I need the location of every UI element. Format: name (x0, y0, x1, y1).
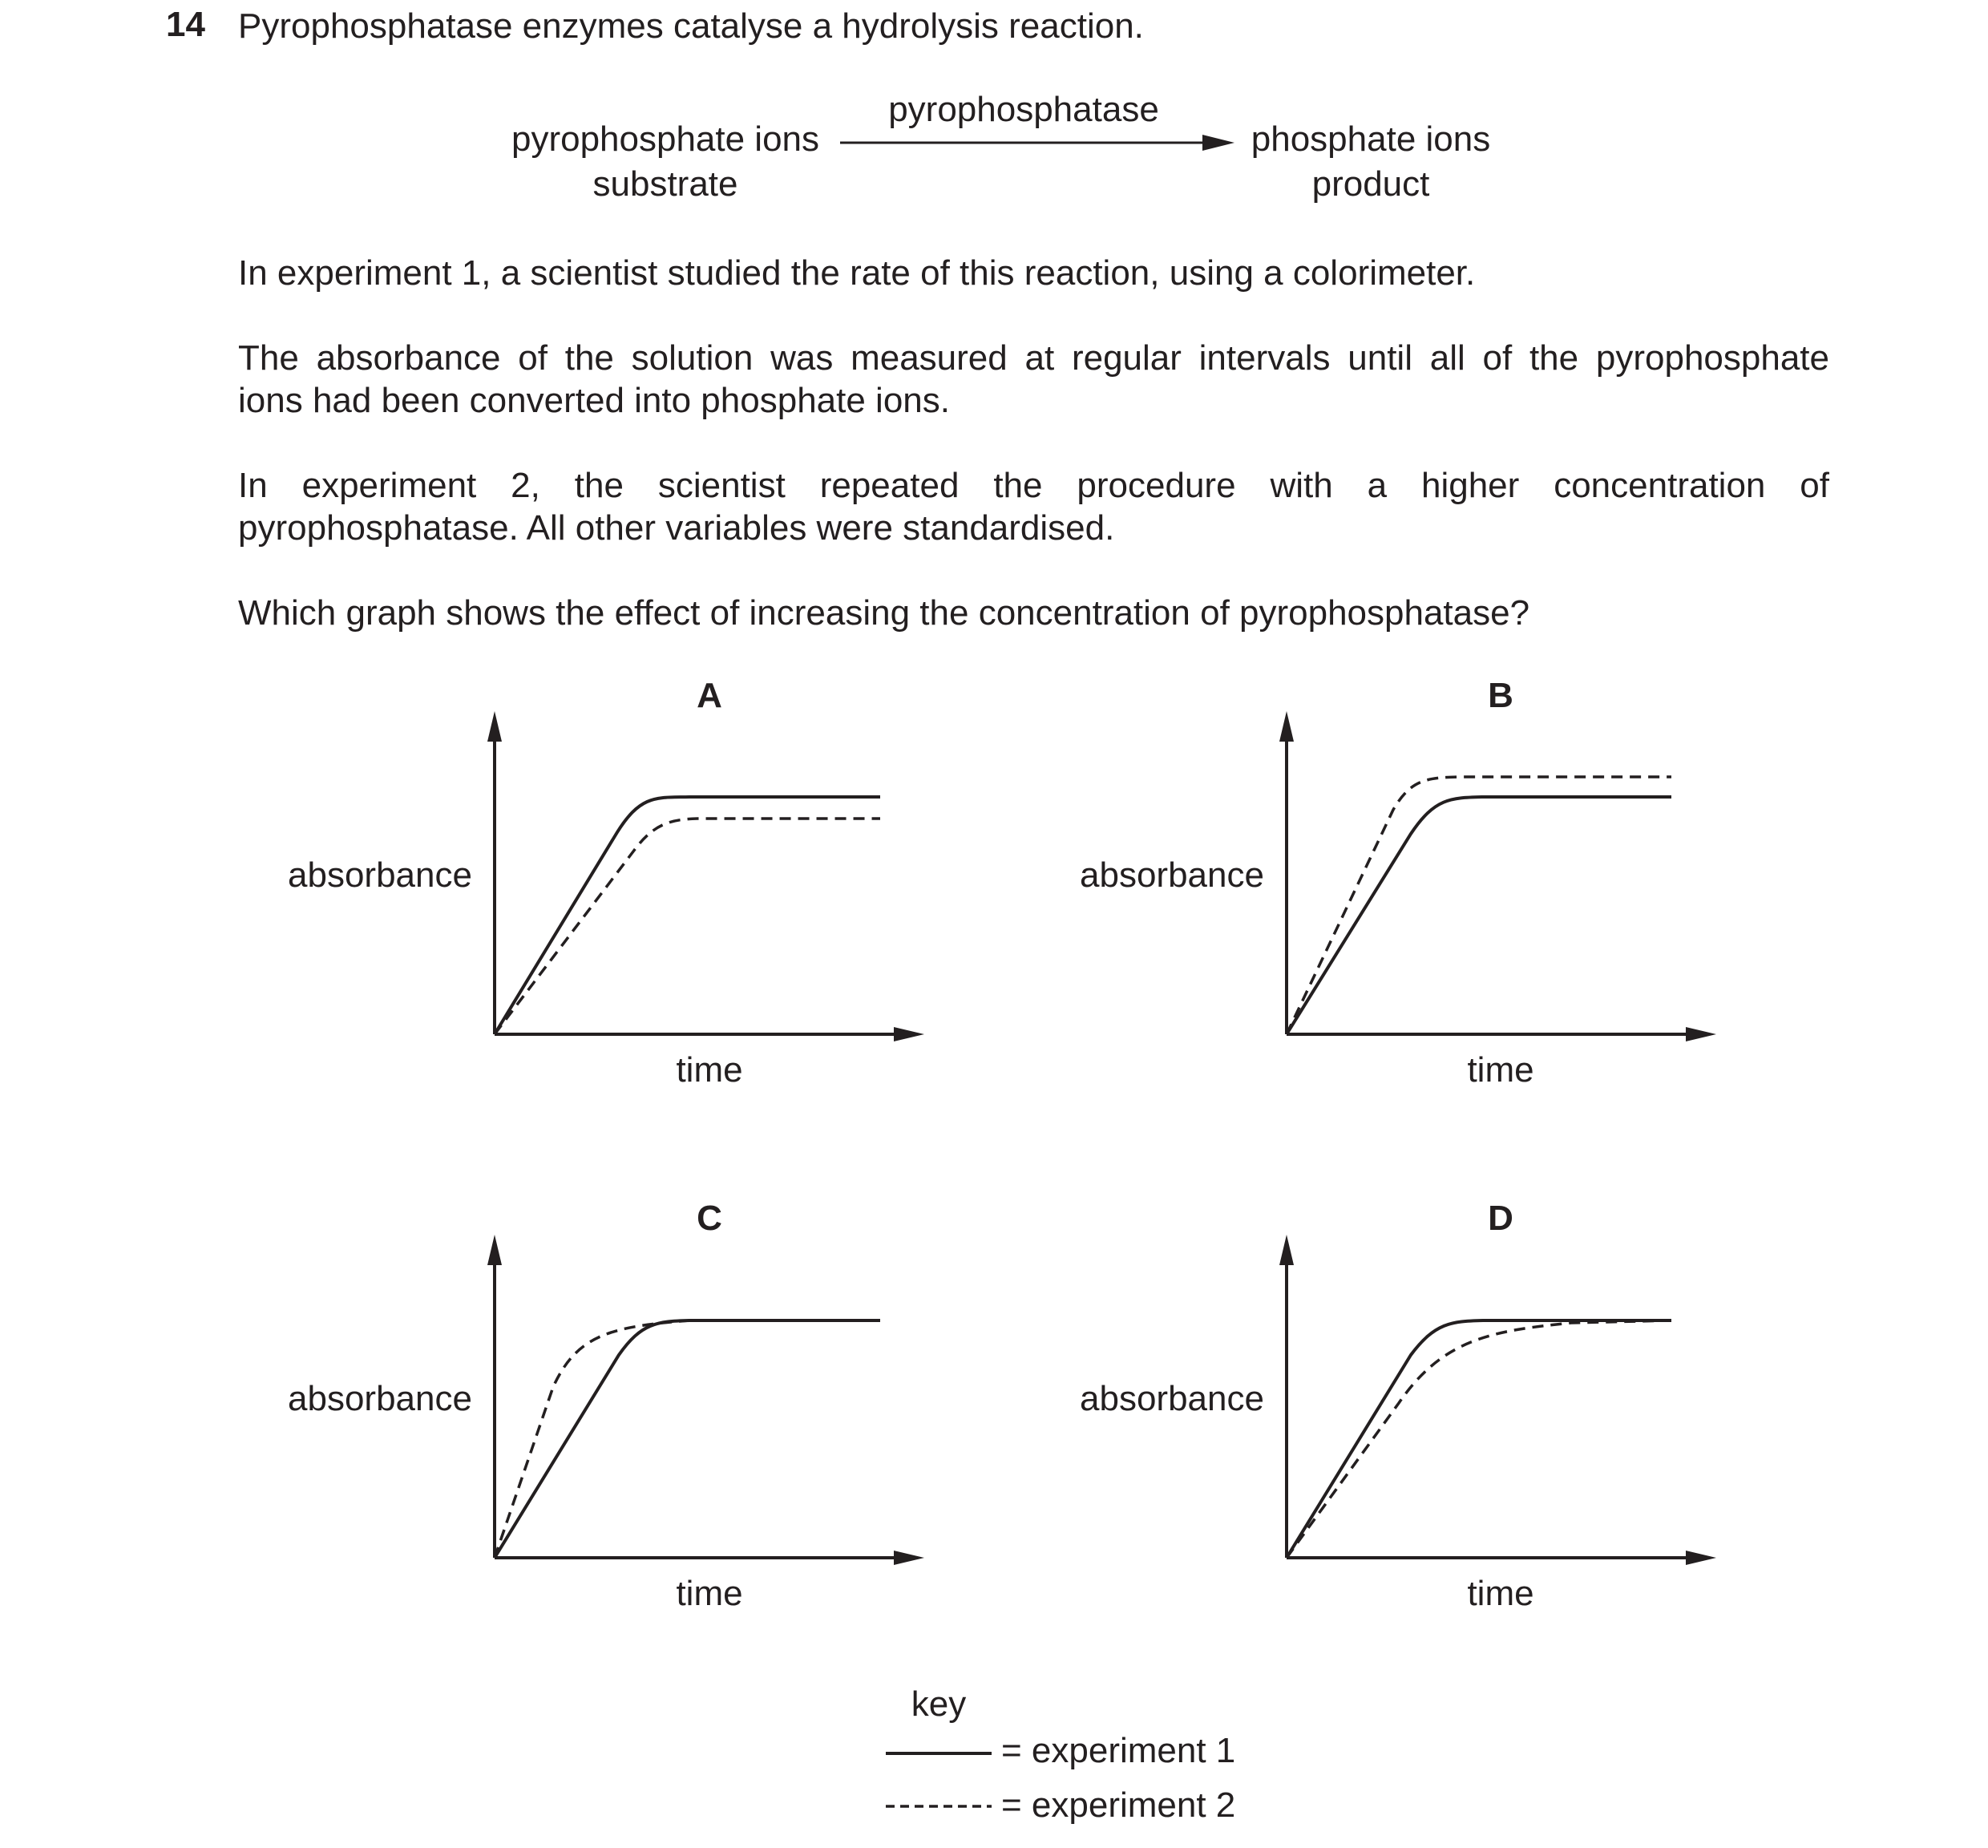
graph-b-ylabel: absorbance (1080, 855, 1264, 895)
graph-a-experiment-1-line (495, 797, 880, 1034)
graph-c-axes (487, 1235, 924, 1565)
graph-a-ylabel: absorbance (288, 855, 472, 895)
key-exp2-label: = experiment 2 (1001, 1785, 1236, 1825)
paragraph-3-line-1: In experiment 2, the scientist repeated the procedure with a higher concentration of (238, 466, 1829, 505)
reaction-arrow (840, 135, 1234, 151)
paragraph-2-line-2: ions had been converted into phosphate ions. (238, 381, 950, 420)
graph-d-ylabel: absorbance (1080, 1379, 1264, 1418)
product-role-label: product (1311, 164, 1430, 204)
paragraph-4-question: Which graph shows the effect of increasing the concentration of pyrophosphatase? (238, 593, 1530, 633)
graph-b[interactable] (1279, 711, 1716, 1041)
graph-c-experiment-1-line (495, 1320, 880, 1558)
graph-b-axes (1279, 711, 1716, 1041)
key-exp1-label: = experiment 1 (1001, 1731, 1236, 1770)
graph-a-xlabel: time (676, 1050, 743, 1090)
paragraph-2-line-1: The absorbance of the solution was measured at regular intervals until all of the pyrophosphate (238, 338, 1829, 378)
graph-a-experiment-2-line (495, 819, 880, 1034)
graph-a-letter[interactable]: A (697, 676, 722, 715)
graph-a-axes (487, 711, 924, 1041)
reactant-label: pyrophosphate ions (511, 119, 820, 159)
enzyme-label: pyrophosphatase (888, 90, 1159, 129)
graph-c[interactable] (487, 1235, 924, 1565)
graph-d-axes (1279, 1235, 1716, 1565)
graph-d-experiment-2-line (1287, 1320, 1671, 1558)
graph-d-experiment-1-line (1287, 1320, 1671, 1558)
graph-a[interactable] (487, 711, 924, 1041)
graph-c-xlabel: time (676, 1574, 743, 1613)
graph-b-letter[interactable]: B (1488, 676, 1513, 715)
product-label: phosphate ions (1251, 119, 1491, 159)
graph-c-ylabel: absorbance (288, 1379, 472, 1418)
graph-d[interactable] (1279, 1235, 1716, 1565)
question-number: 14 (166, 5, 205, 44)
reactant-role-label: substrate (592, 164, 738, 204)
graph-b-experiment-2-line (1287, 777, 1671, 1034)
paragraph-1: In experiment 1, a scientist studied the rate of this reaction, using a colorimeter. (238, 253, 1476, 293)
key-title: key (911, 1684, 967, 1724)
graph-d-letter[interactable]: D (1488, 1199, 1513, 1238)
graph-c-letter[interactable]: C (697, 1199, 722, 1238)
graph-d-xlabel: time (1467, 1574, 1534, 1613)
question-title: Pyrophosphatase enzymes catalyse a hydrolysis reaction. (238, 6, 1144, 46)
paragraph-3-line-2: pyrophosphatase. All other variables were standardised. (238, 508, 1115, 548)
graph-c-experiment-2-line (495, 1320, 689, 1558)
graph-b-xlabel: time (1467, 1050, 1534, 1090)
